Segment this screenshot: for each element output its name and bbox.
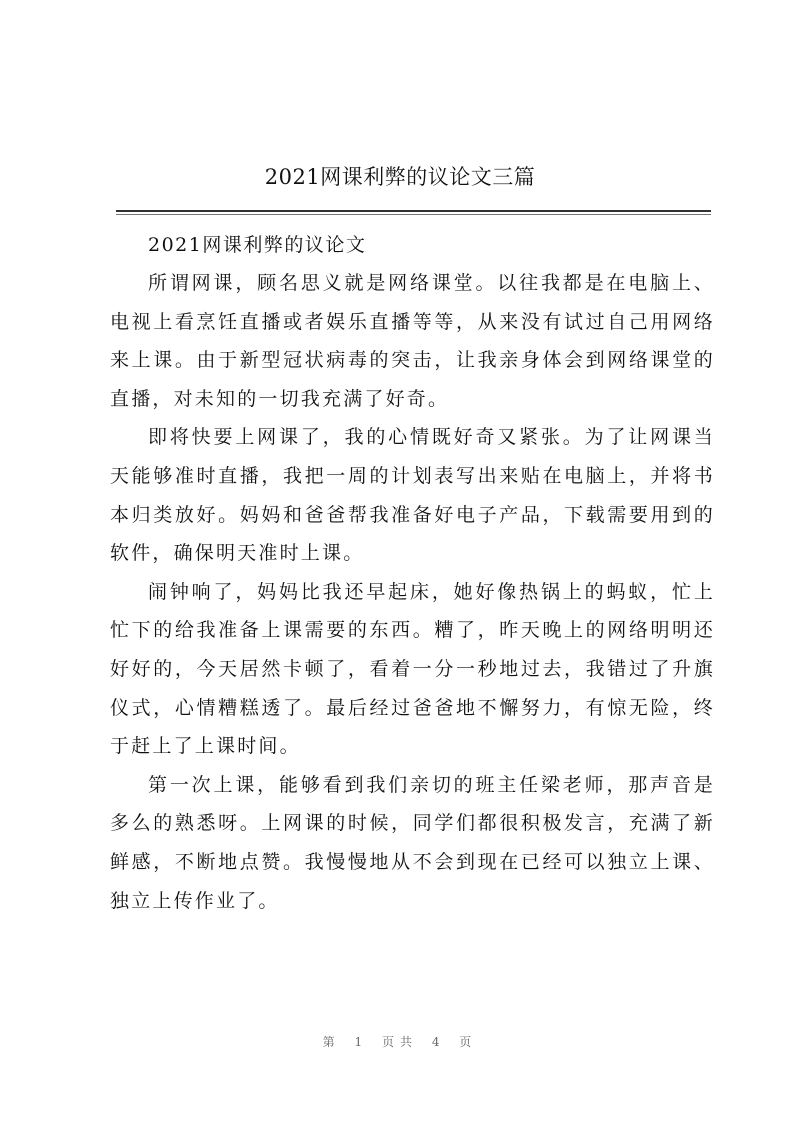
footer-total-pages: 4 (431, 1035, 446, 1049)
paragraph-2: 即将快要上网课了，我的心情既好奇又紧张。为了让网课当天能够准时直播，我把一周的计划表写出来贴在电脑上，并将书本归类放好。妈妈和爸爸帮我准备好电子产品，下载需要用到的软件，确保明天准时上课。 (110, 426, 715, 565)
document-body (110, 226, 715, 920)
footer-suffix: 页 (459, 1035, 478, 1049)
footer-prefix: 第 (322, 1035, 341, 1049)
page-title: 2021网课利弊的议论文三篇 (264, 165, 536, 189)
footer-page-number: 1 (354, 1035, 369, 1049)
title-divider (116, 210, 711, 212)
paragraph-3: 闹钟响了，妈妈比我还早起床，她好像热锅上的蚂蚁，忙上忙下的给我准备上课需要的东西。糟了，昨天晚上的网络明明还好好的，今天居然卡顿了，看着一分一秒地过去，我错过了升旗仪式，心情糟糕透了。最后经过爸爸地不懈努力，有惊无险，终于赶上了上课时间。 (110, 580, 715, 758)
title-divider-thin (116, 214, 711, 215)
page-footer (0, 1033, 800, 1050)
section-heading: 2021网课利弊的议论文 (148, 234, 367, 256)
paragraph-4: 第一次上课，能够看到我们亲切的班主任梁老师，那声音是多么的熟悉呀。上网课的时候，同学们都很积极发言，充满了新鲜感，不断地点赞。我慢慢地从不会到现在已经可以独立上课、独立上传作业了。 (110, 773, 715, 912)
footer-middle: 页共 (381, 1035, 418, 1049)
paragraph-1: 所谓网课，顾名思义就是网络课堂。以往我都是在电脑上、电视上看烹饪直播或者娱乐直播等等，从来没有试过自己用网络来上课。由于新型冠状病毒的突击，让我亲身体会到网络课堂的直播，对未知的一切我充满了好奇。 (110, 272, 715, 410)
